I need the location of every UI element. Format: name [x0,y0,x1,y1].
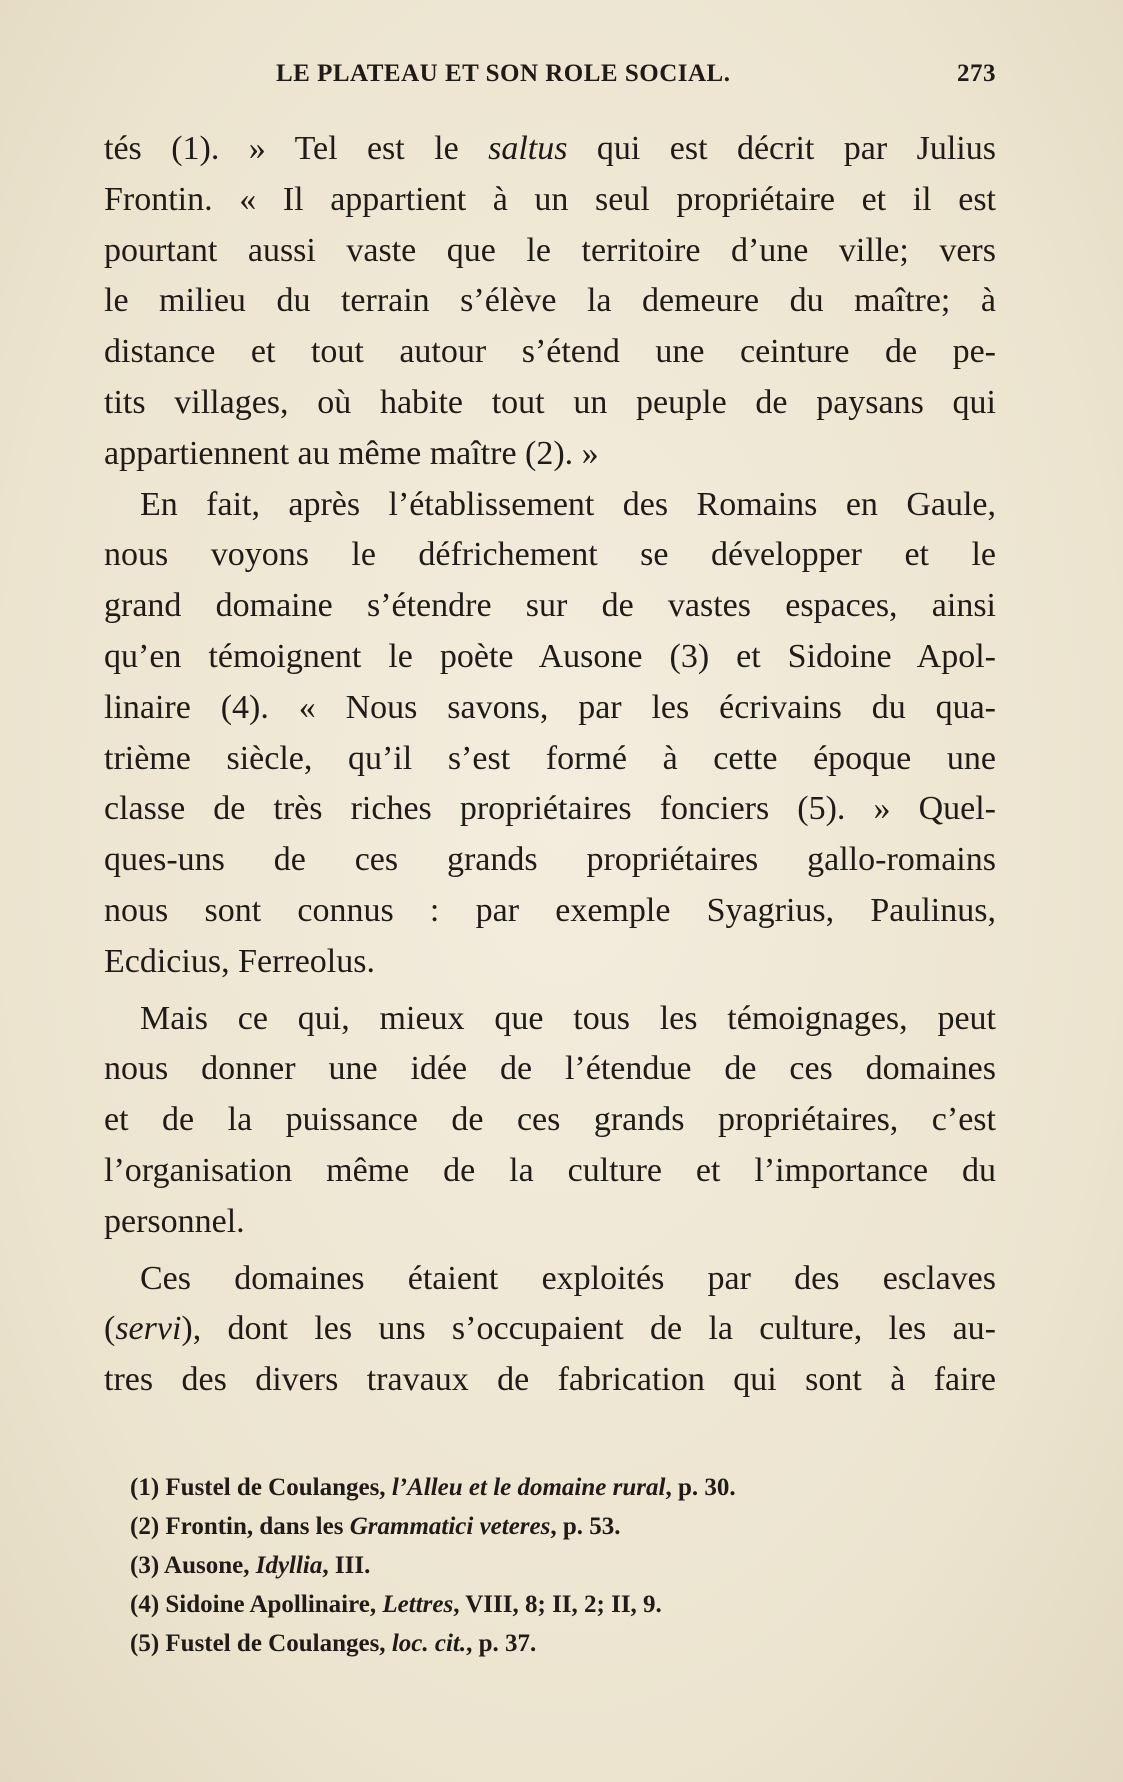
paragraph-start-line: Mais ce qui, mieux que tous les témoignages, peut [140,999,996,1037]
body-text [104,124,996,1406]
text-line: grand domaine s’étendre sur de vastes espaces, ainsi [104,587,996,625]
footnote-3: (3) Ausone, Idyllia, III. [130,1552,371,1579]
text-line: Frontin. « Il appartient à un seul propriétaire et il est [104,180,996,218]
text-line: qu’en témoignent le poète Ausone (3) et Sidoine Apol- [104,637,996,675]
page-number: 273 [957,60,996,87]
text-line: et de la puissance de ces grands propriétaires, c’est [104,1101,996,1139]
footnote-5: (5) Fustel de Coulanges, loc. cit., p. 37. [130,1630,537,1657]
footnote-2: (2) Frontin, dans les Grammatici veteres, p. 53. [130,1513,621,1540]
paragraph-start-line: Ces domaines étaient exploités par des esclaves [140,1259,996,1297]
text-line: tés (1). » Tel est le saltus qui est décrit par Julius [104,130,996,167]
text-line: le milieu du terrain s’élève la demeure du maître; à [104,282,996,320]
text-line: l’organisation même de la culture et l’importance du [104,1151,996,1189]
text-line: linaire (4). « Nous savons, par les écrivains du qua- [104,688,996,726]
text-line: nous sont connus : par exemple Syagrius, Paulinus, [104,891,996,929]
text-line: distance et tout autour s’étend une ceinture de pe- [104,333,996,371]
text-line: tits villages, où habite tout un peuple de paysans qui [104,383,996,421]
text-line: ques-uns de ces grands propriétaires gallo-romains [104,841,996,879]
text-line: pourtant aussi vaste que le territoire d’une ville; vers [104,231,996,269]
text-line: appartiennent au même maître (2). » [104,434,599,472]
text-line: classe de très riches propriétaires fonciers (5). » Quel- [104,790,996,828]
text-line: nous voyons le défrichement se développer et le [104,536,996,574]
text-line: trième siècle, qu’il s’est formé à cette époque une [104,739,996,777]
text-line: (servi), dont les uns s’occupaient de la culture, les au- [104,1310,996,1348]
footnote-1: (1) Fustel de Coulanges, l’Alleu et le domaine rural, p. 30. [130,1474,736,1501]
text-line: Ecdicius, Ferreolus. [104,942,375,980]
text-line: personnel. [104,1202,245,1240]
text-line: nous donner une idée de l’étendue de ces domaines [104,1050,996,1088]
footnote-4: (4) Sidoine Apollinaire, Lettres, VIII, 8; II, 2; II, 9. [130,1591,662,1618]
footnotes [130,1468,1000,1663]
paragraph-start-line: En fait, après l’établissement des Romains en Gaule, [140,485,996,523]
running-title: LE PLATEAU ET SON ROLE SOCIAL. [276,60,731,87]
text-line: tres des divers travaux de fabrication qui sont à faire [104,1361,996,1399]
page-header [104,60,996,100]
